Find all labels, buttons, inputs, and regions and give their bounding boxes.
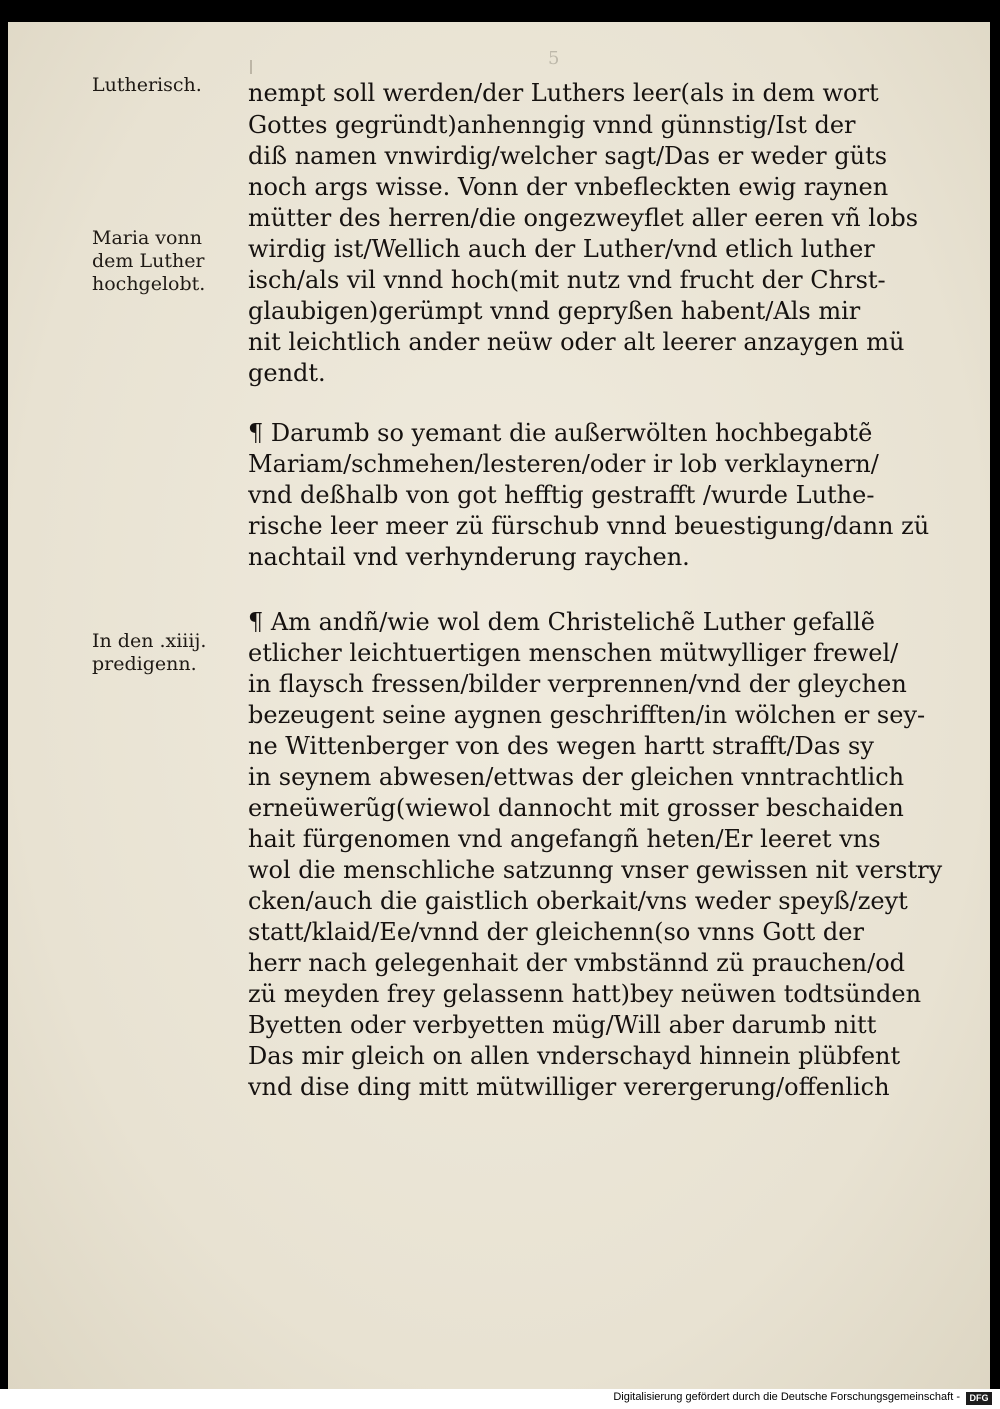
text-line: isch/als vil vnnd hoch(mit nutz vnd frucht der Chrst- [248,266,886,294]
page-edge-mark [250,60,252,74]
footer-credit: Digitalisierung gefördert durch die Deutsche Forschungsgemeinschaft - [613,1391,960,1403]
page-number: 5 [548,48,560,69]
text-line: cken/auch die gaistlich oberkait/vns weder speyß/zeyt [248,887,908,915]
text-line: ¶ Am andñ/wie wol dem Christelichẽ Luther gefallẽ [248,608,875,636]
book-page [8,22,990,1389]
dfg-logo: DFG [966,1392,992,1405]
text-line: rische leer meer zü fürschub vnnd beuestigung/dann zü [248,512,930,540]
text-line: zü meyden frey gelassenn hatt)bey neüwen todtsünden [248,980,922,1008]
text-line: mütter des herren/die ongezweyflet aller eeren vñ lobs [248,204,919,232]
text-line: erneüwerũg(wiewol dannocht mit grosser beschaiden [248,794,904,822]
text-line: Byetten oder verbyetten müg/Will aber darumb nitt [248,1011,877,1039]
text-line: wol die menschliche satzunng vnser gewissen nit verstry [248,856,943,884]
text-line: nempt soll werden/der Luthers leer(als in dem wort [248,79,879,107]
text-line: Gottes gegründt)anhenngig vnnd günnstig/Ist der [248,111,856,139]
text-line: gendt. [248,359,326,387]
text-line: in seynem abwesen/ettwas der gleichen vnntrachtlich [248,763,905,791]
text-line: ¶ Darumb so yemant die außerwölten hochbegabtẽ [248,419,873,447]
text-line: wirdig ist/Wellich auch der Luther/vnd etlich luther [248,235,875,263]
text-line: hait fürgenomen vnd angefangñ heten/Er leeret vns [248,825,881,853]
text-line: bezeugent seine aygnen geschrifften/in wölchen er sey- [248,701,926,729]
text-line: Mariam/schmehen/lesteren/oder ir lob verklaynern/ [248,450,879,478]
margin-note-3: In den .xiiij. predigenn. [92,630,207,675]
text-line: etlicher leichtuertigen menschen mütwylliger frewel/ [248,639,899,667]
text-line: vnd deßhalb von got hefftig gestrafft /wurde Luthe- [248,481,875,509]
text-line: in flaysch fressen/bilder verprennen/vnd der gleychen [248,670,907,698]
text-line: herr nach gelegenhait der vmbstännd zü prauchen/od [248,949,906,977]
text-line: Das mir gleich on allen vnderschayd hinnein plübfent [248,1042,901,1070]
footer-bar [0,1389,1000,1409]
margin-note-2: Maria vonn dem Luther hochgelobt. [92,227,206,295]
text-line: noch args wisse. Vonn der vnbefleckten ewig raynen [248,173,889,201]
text-line: vnd dise ding mitt mütwilliger verergerung/offenlich [248,1073,890,1101]
text-line: diß namen vnwirdig/welcher sagt/Das er weder güts [248,142,888,170]
text-line: ne Wittenberger von des wegen hartt strafft/Das sy [248,732,874,760]
text-line: nachtail vnd verhynderung raychen. [248,543,690,571]
text-line: nit leichtlich ander neüw oder alt leerer anzaygen mü [248,328,905,356]
text-line: statt/klaid/Ee/vnnd der gleichenn(so vnns Gott der [248,918,864,946]
text-line: glaubigen)gerümpt vnnd gepryßen habent/Als mir [248,297,861,325]
margin-note-1: Lutherisch. [92,74,202,96]
